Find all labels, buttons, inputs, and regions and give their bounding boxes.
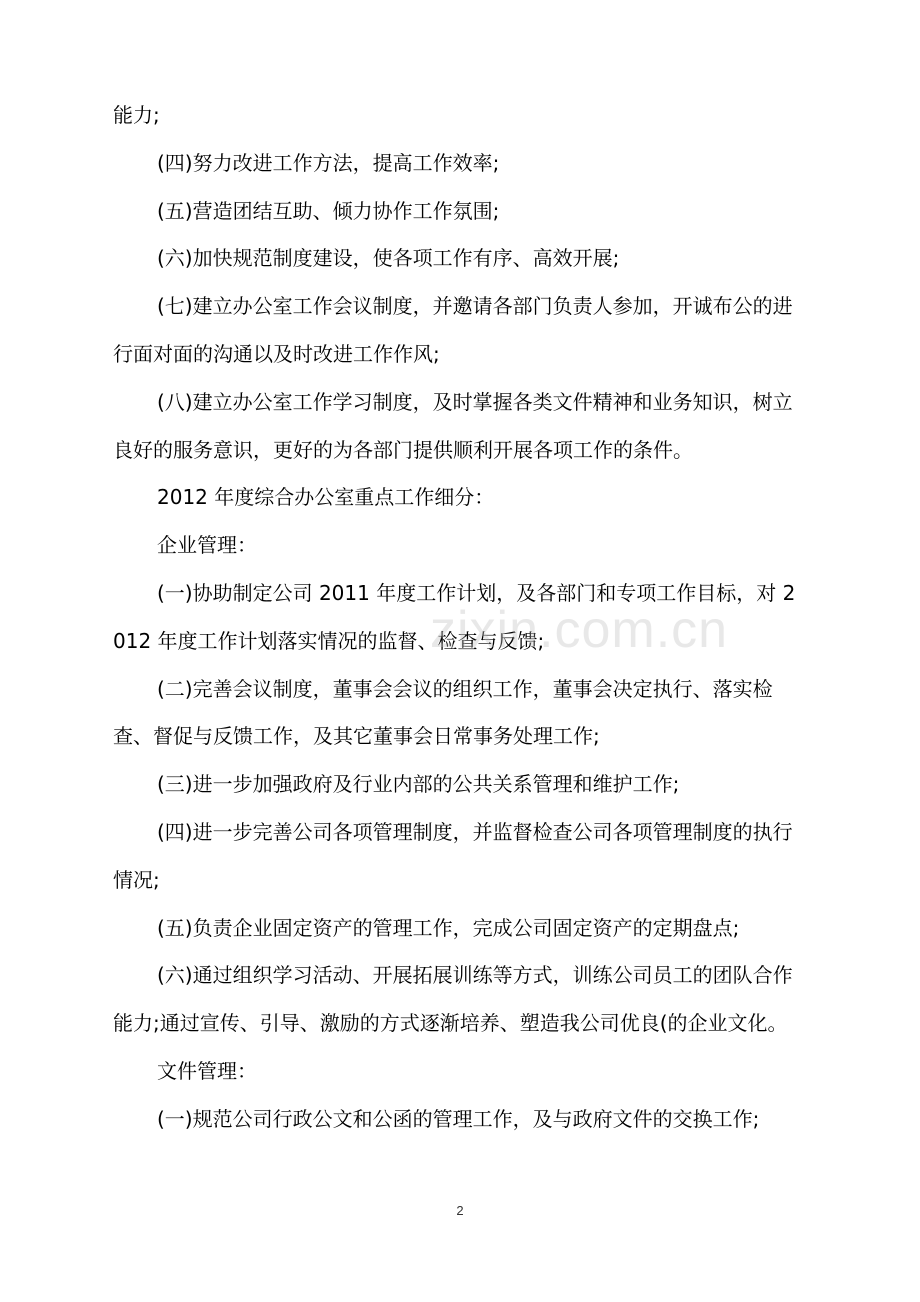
- paragraph: (六)加快规范制度建设，使各项工作有序、高效开展;: [157, 246, 620, 271]
- paragraph: (四)努力改进工作方法，提高工作效率;: [157, 150, 500, 175]
- paragraph: (五)负责企业固定资产的管理工作，完成公司固定资产的定期盘点;: [157, 915, 740, 940]
- paragraph: (一)协助制定公司 2011 年度工作计划，及各部门和专项工作目标，对 2012 年度工作计划落实情况的监督、检查与反馈;: [113, 580, 796, 653]
- paragraph: (五)营造团结互助、倾力协作工作氛围;: [157, 198, 500, 223]
- paragraph: (一)规范公司行政公文和公函的管理工作，及与政府文件的交换工作;: [157, 1106, 760, 1131]
- paragraph: (三)进一步加强政府及行业内部的公共关系管理和维护工作;: [157, 772, 680, 797]
- document-body: [113, 92, 803, 1144]
- paragraph: (二)完善会议制度，董事会会议的组织工作，董事会决定执行、落实检查、督促与反馈工作，及其它董事会日常事务处理工作;: [113, 676, 773, 749]
- paragraph: (六)通过组织学习活动、开展拓展训练等方式，训练公司员工的团队合作能力;通过宣传、引导、激励的方式逐渐培养、塑造我公司优良(的企业文化。: [113, 963, 793, 1036]
- paragraph: (八)建立办公室工作学习制度，及时掌握各类文件精神和业务知识，树立良好的服务意识，更好的为各部门提供顺利开展各项工作的条件。: [113, 389, 793, 462]
- watermark: zixin.com.cn: [430, 601, 729, 659]
- section-heading: 2012 年度综合办公室重点工作细分：: [157, 485, 495, 510]
- paragraph: 能力;: [113, 103, 160, 127]
- paragraph: (七)建立办公室工作会议制度，并邀请各部门负责人参加，开诚布公的进行面对面的沟通以及时改进工作作风;: [113, 294, 793, 366]
- page-number: 2: [456, 1203, 464, 1218]
- paragraph: (四)进一步完善公司各项管理制度，并监督检查公司各项管理制度的执行情况;: [113, 819, 793, 892]
- subsection-heading: 文件管理：: [157, 1058, 257, 1083]
- subsection-heading: 企业管理：: [157, 533, 257, 558]
